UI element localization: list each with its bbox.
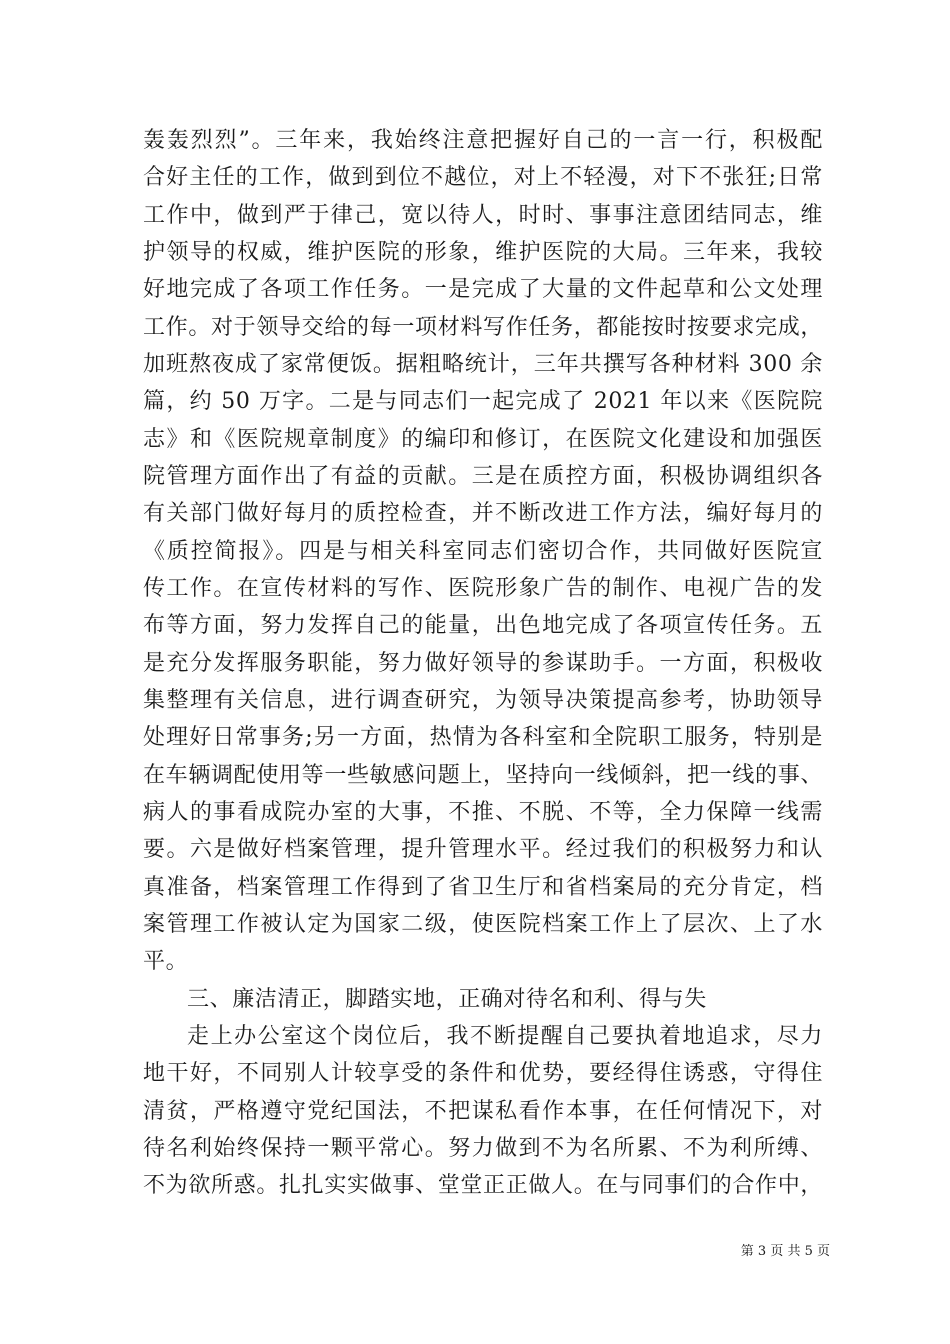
body-text-line: 布等方面，努力发挥自己的能量，出色地完成了各项宣传任务。五 [143, 613, 823, 638]
body-text-line: 走上办公室这个岗位后，我不断提醒自己要执着地追求，尽力 [187, 1024, 823, 1049]
body-text-line: 是充分发挥服务职能，努力做好领导的参谋助手。一方面，积极收 [143, 651, 823, 676]
body-text-line: 轰轰烈烈”。三年来，我始终注意把握好自己的一言一行，积极配 [143, 128, 823, 153]
body-text-line: 在车辆调配使用等一些敏感问题上，坚持向一线倾斜，把一线的事、 [143, 763, 823, 788]
body-text-line: 院管理方面作出了有益的贡献。三是在质控方面，积极协调组织各 [143, 464, 823, 489]
section-heading: 三、廉洁清正，脚踏实地，正确对待名和利、得与失 [187, 987, 707, 1012]
body-text-line: 平。 [143, 949, 189, 974]
body-text-line: 真准备，档案管理工作得到了省卫生厅和省档案局的充分肯定，档 [143, 875, 823, 900]
body-text-line: 集整理有关信息，进行调查研究，为领导决策提高参考，协助领导 [143, 688, 823, 713]
body-text-line: 地干好，不同别人计较享受的条件和优势，要经得住诱惑，守得住 [143, 1061, 823, 1086]
body-text-line: 好地完成了各项工作任务。一是完成了大量的文件起草和公文处理 [143, 277, 823, 302]
body-text-line: 有关部门做好每月的质控检查，并不断改进工作方法，编好每月的 [143, 501, 823, 526]
body-text-line: 加班熬夜成了家常便饭。据粗略统计，三年共撰写各种材料 300 余 [143, 352, 823, 377]
body-text-line: 案管理工作被认定为国家二级，使医院档案工作上了层次、上了水 [143, 912, 823, 937]
body-text-line: 志》和《医院规章制度》的编印和修订，在医院文化建设和加强医 [143, 427, 823, 452]
page-number: 第 3 页 共 5 页 [740, 1244, 830, 1259]
body-text-line: 待名利始终保持一颗平常心。努力做到不为名所累、不为利所缚、 [143, 1136, 823, 1161]
body-text-line: 处理好日常事务;另一方面，热情为各科室和全院职工服务，特别是 [143, 725, 823, 750]
body-text-line: 病人的事看成院办室的大事，不推、不脱、不等，全力保障一线需 [143, 800, 823, 825]
body-text-line: 篇，约 50 万字。二是与同志们一起完成了 2021 年以来《医院院 [143, 389, 823, 414]
body-text-line: 传工作。在宣传材料的写作、医院形象广告的制作、电视广告的发 [143, 576, 823, 601]
body-text-line: 要。六是做好档案管理，提升管理水平。经过我们的积极努力和认 [143, 837, 823, 862]
body-text-line: 《质控简报》。四是与相关科室同志们密切合作，共同做好医院宣 [143, 539, 823, 564]
body-text-line: 护领导的权威，维护医院的形象，维护医院的大局。三年来，我较 [143, 240, 823, 265]
body-text-line: 不为欲所惑。扎扎实实做事、堂堂正正做人。在与同事们的合作中， [143, 1173, 823, 1198]
body-text-line: 工作。对于领导交给的每一项材料写作任务，都能按时按要求完成， [143, 315, 823, 340]
body-text-line: 合好主任的工作，做到到位不越位，对上不轻漫，对下不张狂;日常 [143, 165, 823, 190]
body-text-line: 工作中，做到严于律己，宽以待人，时时、事事注意团结同志，维 [143, 203, 823, 228]
body-text-line: 清贫，严格遵守党纪国法，不把谋私看作本事，在任何情况下，对 [143, 1099, 823, 1124]
